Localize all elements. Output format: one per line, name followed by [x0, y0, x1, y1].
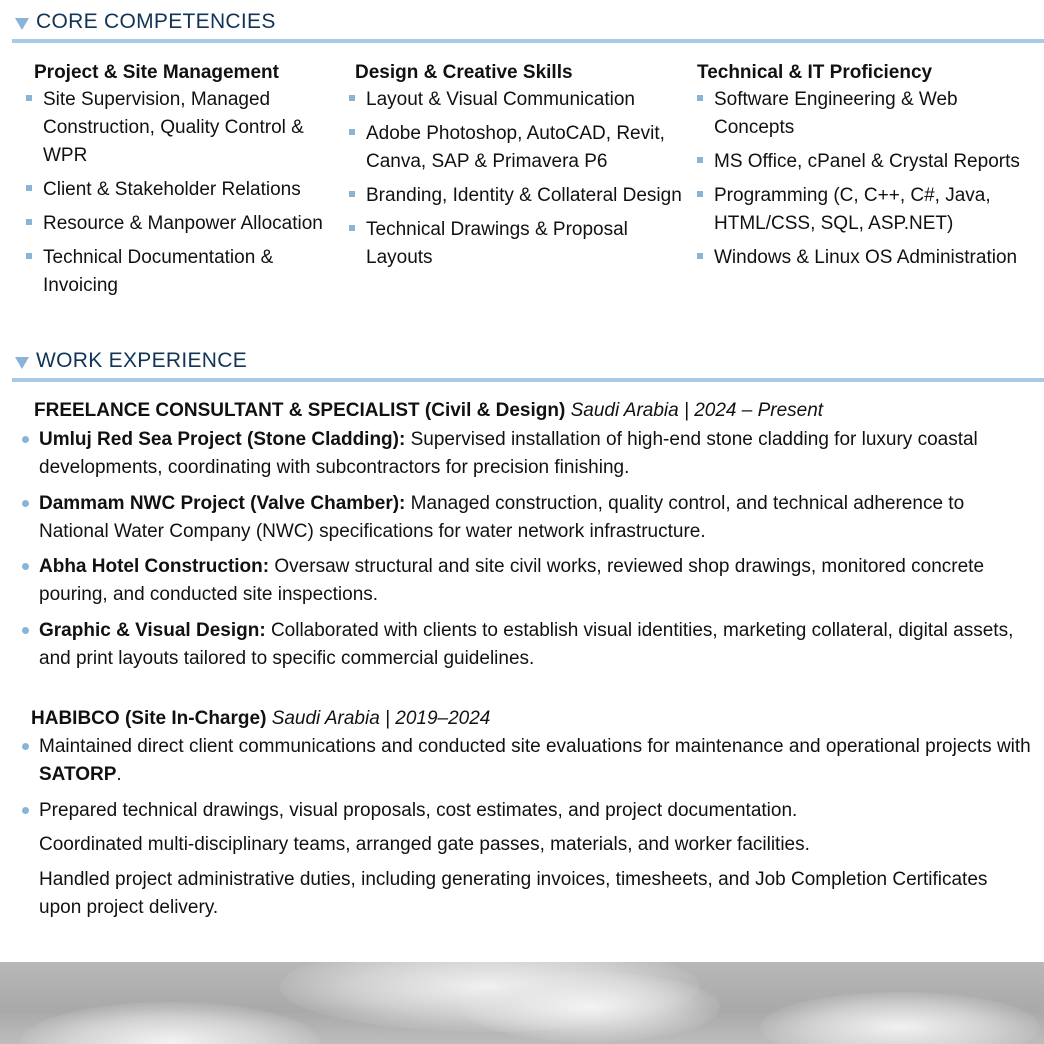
- column-title: Technical & IT Proficiency: [697, 62, 933, 83]
- section-title: WORK EXPERIENCE: [36, 349, 248, 372]
- experience-line: Handled project administrative duties, including generating invoices, timesheets, and Job Completion Certificates upon project delivery.: [39, 869, 988, 918]
- skill-item: Layout & Visual Communication: [349, 86, 685, 114]
- experience-bullet: Abha Hotel Construction: Oversaw structural and site civil works, reviewed shop drawings, monitored concrete pouring, and conducted site inspections.: [39, 553, 1034, 609]
- square-bullet-icon: [26, 219, 32, 225]
- square-bullet-icon: [26, 95, 32, 101]
- experience-line: Coordinated multi-disciplinary teams, arranged gate passes, materials, and worker facilities.: [39, 834, 810, 855]
- bullet-dot-icon: [22, 500, 29, 507]
- bullet-dot-icon: [22, 807, 29, 814]
- competency-column-technical: [697, 60, 1027, 278]
- job-meta: Saudi Arabia | 2024 – Present: [570, 400, 824, 421]
- bullet-dot-icon: [22, 627, 29, 634]
- skill-item: Windows & Linux OS Administration: [697, 244, 1027, 272]
- job-meta: Saudi Arabia | 2019–2024: [271, 708, 491, 729]
- section-divider: [12, 378, 1044, 382]
- skill-item: Resource & Manpower Allocation: [26, 210, 344, 238]
- skill-item: MS Office, cPanel & Crystal Reports: [697, 148, 1027, 176]
- core-competencies-header: [12, 10, 1044, 40]
- work-experience-header: [12, 349, 1044, 379]
- competency-column-project: [34, 60, 344, 306]
- experience-bullet: Graphic & Visual Design: Collaborated with clients to establish visual identities, marketing collateral, digital assets, and print layouts tailored to specific commercial guidelines.: [39, 617, 1034, 673]
- skill-item: Branding, Identity & Collateral Design: [349, 182, 685, 210]
- square-bullet-icon: [349, 95, 355, 101]
- experience-bullet: Maintained direct client communications and conducted site evaluations for maintenance and operational projects with SATORP.: [39, 733, 1039, 789]
- skill-item: Site Supervision, Managed Construction, Quality Control & WPR: [26, 86, 344, 170]
- section-title: CORE COMPETENCIES: [36, 10, 276, 33]
- square-bullet-icon: [349, 191, 355, 197]
- job-title-freelance: [34, 398, 823, 424]
- skill-item: Technical Drawings & Proposal Layouts: [349, 216, 685, 272]
- skill-item: Software Engineering & Web Concepts: [697, 86, 1027, 142]
- column-title: Design & Creative Skills: [355, 62, 573, 83]
- skill-item: Technical Documentation & Invoicing: [26, 244, 344, 300]
- square-bullet-icon: [26, 185, 32, 191]
- skill-item: Programming (C, C++, C#, Java, HTML/CSS, SQL, ASP.NET): [697, 182, 1027, 238]
- square-bullet-icon: [697, 95, 703, 101]
- triangle-down-icon: [15, 357, 29, 369]
- job-role: FREELANCE CONSULTANT & SPECIALIST (Civil & Design): [34, 400, 566, 421]
- square-bullet-icon: [697, 157, 703, 163]
- triangle-down-icon: [15, 18, 29, 30]
- job-role: HABIBCO (Site In-Charge): [31, 708, 267, 729]
- section-divider: [12, 39, 1044, 43]
- bullet-dot-icon: [22, 563, 29, 570]
- experience-bullet: Dammam NWC Project (Valve Chamber): Managed construction, quality control, and technical adherence to National Water Company (NWC) specifications for water network infrastructure.: [39, 490, 1034, 546]
- experience-bullet: Prepared technical drawings, visual proposals, cost estimates, and project documentation.: [39, 797, 1034, 825]
- footer-sky-image: [0, 962, 1044, 1044]
- job-title-habibco: [31, 706, 490, 732]
- experience-bullet: Umluj Red Sea Project (Stone Cladding): Supervised installation of high-end stone cladding for luxury coastal developments, coordinating with subcontractors for precision finishing.: [39, 426, 1034, 482]
- square-bullet-icon: [26, 253, 32, 259]
- bullet-dot-icon: [22, 436, 29, 443]
- square-bullet-icon: [349, 225, 355, 231]
- skill-item: Client & Stakeholder Relations: [26, 176, 344, 204]
- bullet-dot-icon: [22, 743, 29, 750]
- square-bullet-icon: [349, 129, 355, 135]
- square-bullet-icon: [697, 191, 703, 197]
- competency-column-design: [355, 60, 685, 278]
- column-title: Project & Site Management: [34, 62, 279, 83]
- square-bullet-icon: [697, 253, 703, 259]
- skill-item: Adobe Photoshop, AutoCAD, Revit, Canva, SAP & Primavera P6: [349, 120, 685, 176]
